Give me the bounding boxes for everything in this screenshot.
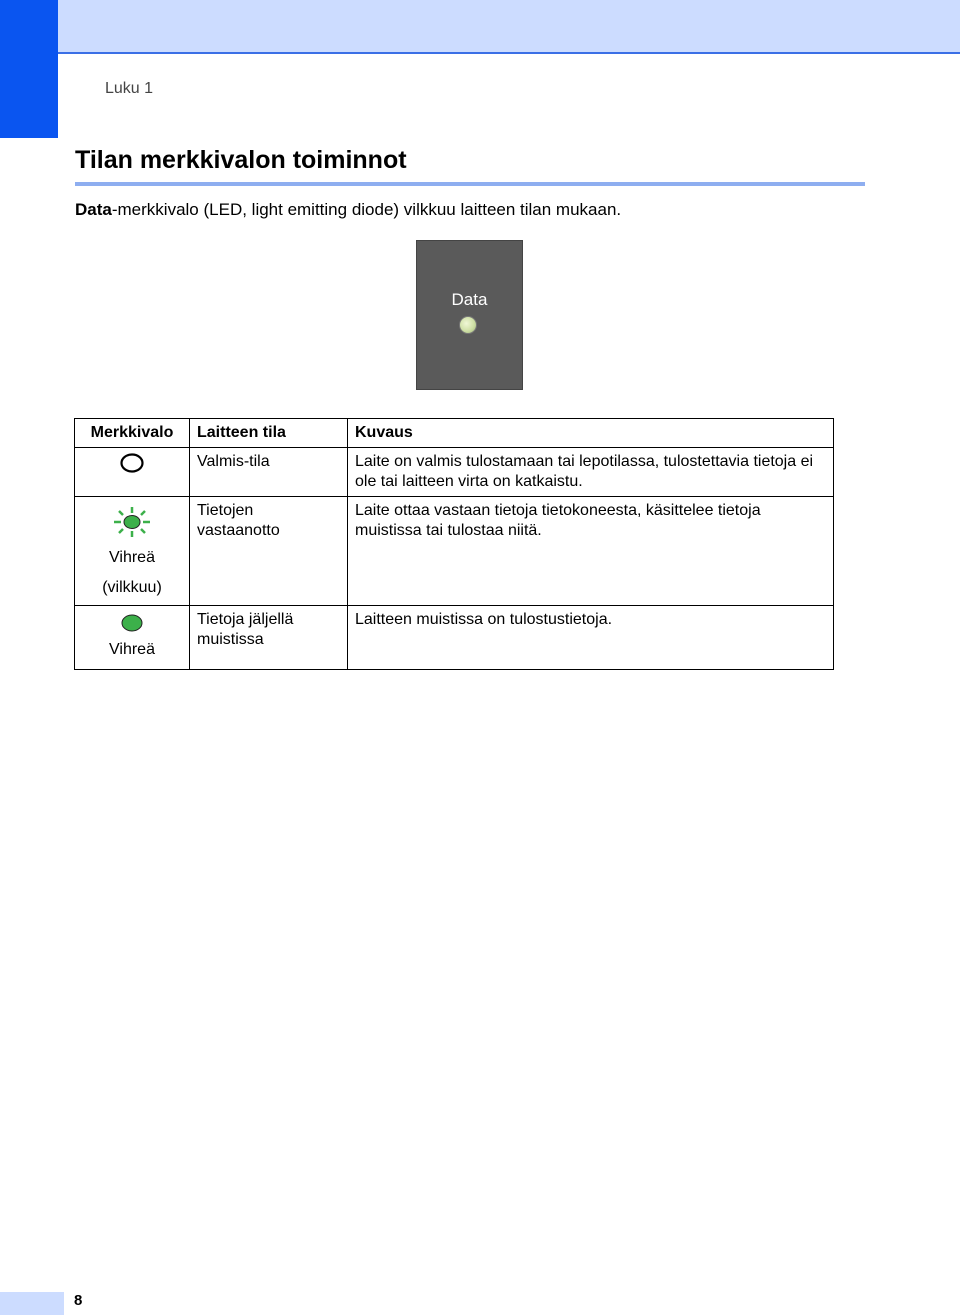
table-row	[75, 497, 834, 606]
state-cell: Tietoja jäljellä muistissa	[190, 606, 348, 670]
footer-band	[0, 1292, 64, 1315]
intro-paragraph	[75, 200, 621, 220]
state-cell: Tietojen vastaanotto	[190, 497, 348, 606]
led-green-on-icon	[119, 612, 145, 634]
table-header-row	[75, 419, 834, 448]
data-led-icon	[459, 316, 477, 334]
state-cell: Valmis-tila	[190, 448, 348, 497]
description-cell: Laite ottaa vastaan tietoja tietokoneesta, käsittelee tietoja muistissa tai tulostaa niitä.	[348, 497, 834, 606]
description-cell: Laite on valmis tulostamaan tai lepotilassa, tulostettavia tietoja ei ole tai laitteen virta on katkaistu.	[348, 448, 834, 497]
led-indicator-cell	[75, 448, 190, 497]
led-caption: Vihreä	[109, 549, 155, 566]
chapter-label: Luku 1	[105, 80, 154, 97]
led-green-blinking-icon	[112, 505, 152, 539]
table-row	[75, 606, 834, 670]
led-off-icon	[119, 452, 145, 474]
intro-text: -merkkivalo (LED, light emitting diode) vilkkuu laitteen tilan mukaan.	[111, 200, 622, 219]
led-indicator-cell	[75, 497, 190, 606]
header-band	[58, 0, 960, 54]
panel-data-label: Data	[451, 290, 488, 309]
led-status-table	[74, 418, 834, 670]
control-panel-illustration	[416, 240, 523, 390]
chapter-tab	[0, 0, 58, 138]
led-caption: (vilkkuu)	[102, 579, 162, 596]
led-caption: Vihreä	[109, 641, 155, 658]
title-underline	[75, 182, 865, 186]
column-header-description: Kuvaus	[348, 419, 834, 448]
column-header-led: Merkkivalo	[75, 419, 190, 448]
table-row	[75, 448, 834, 497]
page-title: Tilan merkkivalon toiminnot	[75, 146, 407, 174]
intro-bold-term: Data	[75, 200, 112, 219]
column-header-state: Laitteen tila	[190, 419, 348, 448]
page-number: 8	[74, 1292, 83, 1309]
led-indicator-cell	[75, 606, 190, 670]
description-cell: Laitteen muistissa on tulostustietoja.	[348, 606, 834, 670]
